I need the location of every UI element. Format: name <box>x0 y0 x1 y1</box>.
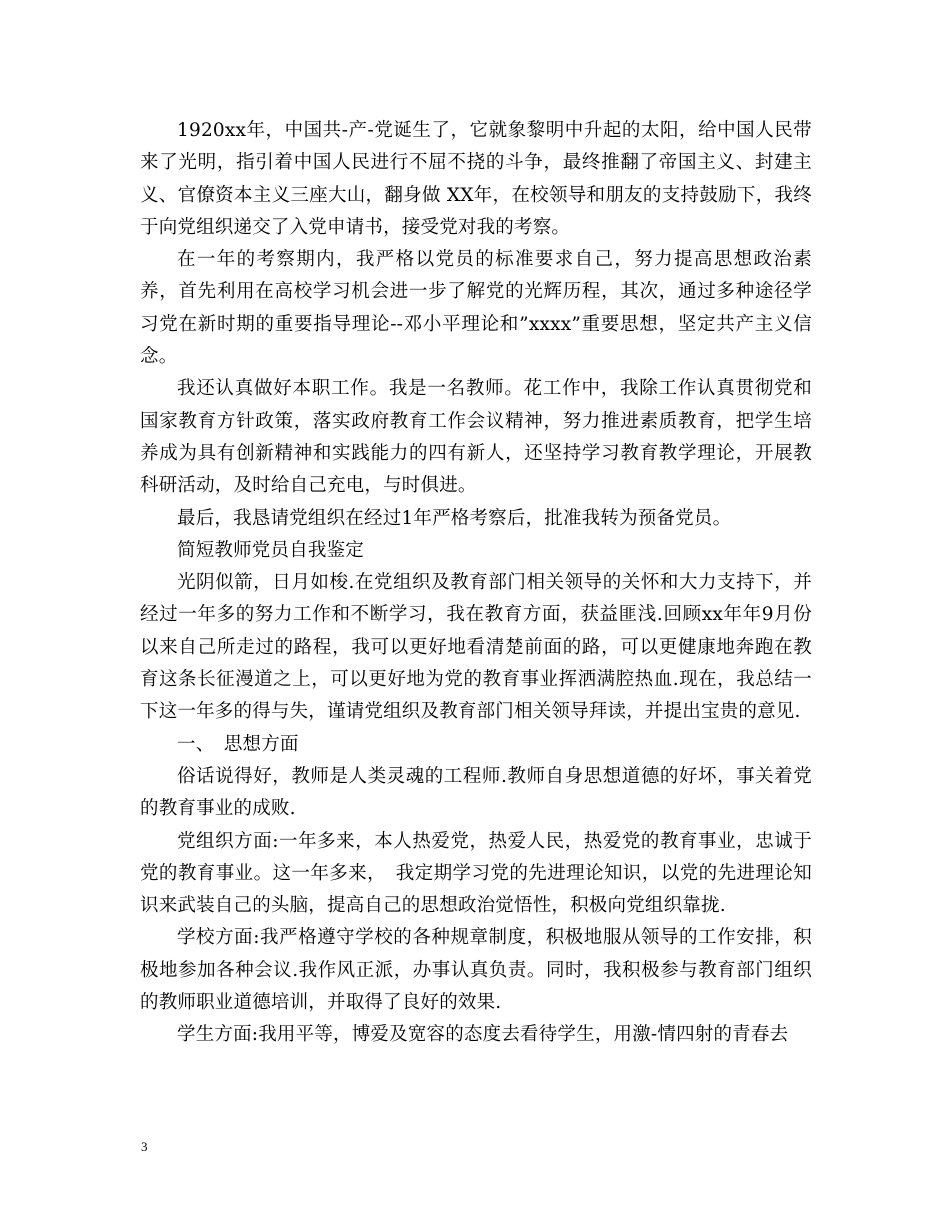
paragraph-probation-study: 在一年的考察期内，我严格以党员的标准要求自己，努力提高思想政治素养，首先利用在高校学习机会进一步了解党的光辉历程，其次，通过多种途径学习党在新时期的重要指导理论--邓小平理论和”xxxx”重要思想，坚定共产主义信念。 <box>140 249 812 368</box>
paragraph-party-organization: 党组织方面:一年多来，本人热爱党，热爱人民，热爱党的教育事业，忠诚于党的教育事业。这一年多来， 我定期学习党的先进理论知识，以党的先进理论知识来武装自己的头脑，提高自己的思想政治觉悟性，积极向党组织靠拢. <box>140 830 812 917</box>
section-title: 简短教师党员自我鉴定 <box>177 539 365 561</box>
document-body <box>140 115 812 1052</box>
section-heading-thought: 一、 思想方面 <box>177 733 299 755</box>
paragraph-teaching-work: 我还认真做好本职工作。我是一名教师。花工作中，我除工作认真贯彻党和国家教育方针政策，落实政府教育工作会议精神，努力推进素质教育，把学生培养成为具有创新精神和实践能力的四有新人，还坚持学习教育教学理论，开展教科研活动，及时给自己充电，与时俱进。 <box>140 378 812 497</box>
paragraph-school: 学校方面:我严格遵守学校的各种规章制度，积极地服从领导的工作安排，积极地参加各种会议.我作风正派，办事认真负责。同时，我积极参与教育部门组织的教师职业道德培训，并取得了良好的效果. <box>140 927 812 1014</box>
paragraph-party-history: 1920xx年，中国共-产-党诞生了，它就象黎明中升起的太阳，给中国人民带来了光明，指引着中国人民进行不屈不挠的斗争，最终推翻了帝国主义、封建主义、官僚资本主义三座大山，翻身做 XX年，在校领导和朋友的支持鼓励下，我终于向党组织递交了入党申请书，接受党对我的考察。 <box>140 120 812 238</box>
paragraph-introduction: 光阴似箭，日月如梭.在党组织及教育部门相关领导的关怀和大力支持下，并经过一年多的努力工作和不断学习，我在教育方面，获益匪浅.回顾xx年年9月份以来自己所走过的路程，我可以更好地看清楚前面的路，可以更健康地奔跑在教育这条长征漫道之上，可以更好地为党的教育事业挥洒满腔热血.现在，我总结一下这一年多的得与失，谨请党组织及教育部门相关领导拜读，并提出宝贵的意见. <box>140 572 812 723</box>
paragraph-students: 学生方面:我用平等，博爱及宽容的态度去看待学生，用激-情四射的青春去 <box>177 1024 789 1046</box>
paragraph-request: 最后，我恳请党组织在经过1年严格考察后，批准我转为预备党员。 <box>177 507 732 529</box>
paragraph-saying: 俗话说得好，教师是人类灵魂的工程师.教师自身思想道德的好坏，事关着党的教育事业的成败. <box>140 765 812 820</box>
page-number: 3 <box>141 1139 148 1154</box>
